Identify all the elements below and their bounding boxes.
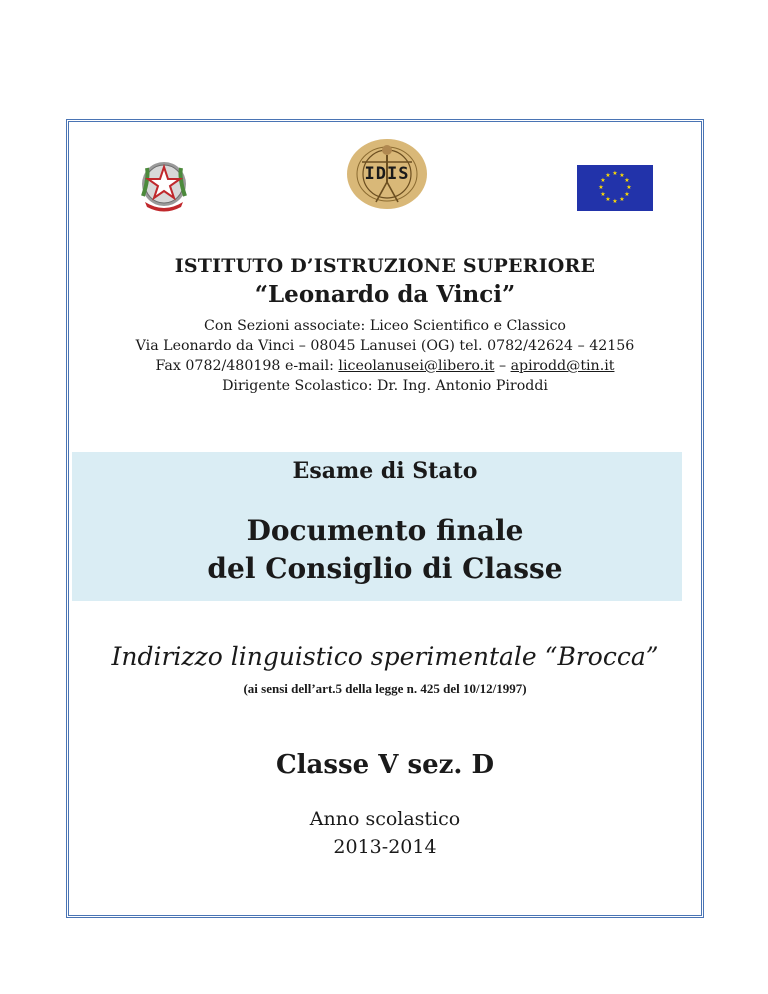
school-year-label: Anno scolastico xyxy=(309,808,461,830)
svg-text:★: ★ xyxy=(619,172,625,179)
email-link-1[interactable]: liceolanusei@libero.it xyxy=(338,358,495,374)
svg-text:★: ★ xyxy=(600,191,606,198)
institute-director: Dirigente Scolastico: Dr. Ing. Antonio Piroddi xyxy=(222,378,548,394)
document-title-line2: del Consiglio di Classe xyxy=(207,552,563,585)
svg-text:★: ★ xyxy=(619,196,625,203)
italian-emblem-logo xyxy=(135,158,193,216)
eu-flag-logo xyxy=(577,165,653,211)
institute-contacts xyxy=(66,356,704,376)
fax-text: Fax 0782/480198 e-mail: xyxy=(155,358,339,374)
svg-text:★: ★ xyxy=(605,196,611,203)
svg-text:★: ★ xyxy=(598,184,604,191)
institute-name: “Leonardo da Vinci” xyxy=(254,281,516,308)
exam-title: Esame di Stato xyxy=(292,458,478,484)
institute-sections: Con Sezioni associate: Liceo Scientifico e Classico xyxy=(204,318,566,334)
email-link-2[interactable]: apirodd@tin.it xyxy=(510,358,615,374)
email-separator: – xyxy=(494,358,511,374)
svg-text:★: ★ xyxy=(605,172,611,179)
school-year-value: 2013-2014 xyxy=(333,836,437,858)
course-indirizzo: Indirizzo linguistico sperimentale “Brocca” xyxy=(111,642,659,671)
svg-text:★: ★ xyxy=(612,170,618,177)
svg-text:★: ★ xyxy=(626,184,632,191)
idis-logo-text: IDIS xyxy=(364,164,410,184)
document-title-line1: Documento finale xyxy=(246,514,524,547)
svg-text:★: ★ xyxy=(624,177,630,184)
institute-address: Via Leonardo da Vinci – 08045 Lanusei (OG) tel. 0782/42624 – 42156 xyxy=(135,338,635,354)
svg-text:★: ★ xyxy=(624,191,630,198)
law-reference: (ai sensi dell’art.5 della legge n. 425 del 10/12/1997) xyxy=(243,681,527,696)
svg-text:★: ★ xyxy=(600,177,606,184)
institute-title: ISTITUTO D’ISTRUZIONE SUPERIORE xyxy=(174,255,596,277)
class-title: Classe V sez. D xyxy=(275,750,495,780)
svg-text:★: ★ xyxy=(612,198,618,205)
